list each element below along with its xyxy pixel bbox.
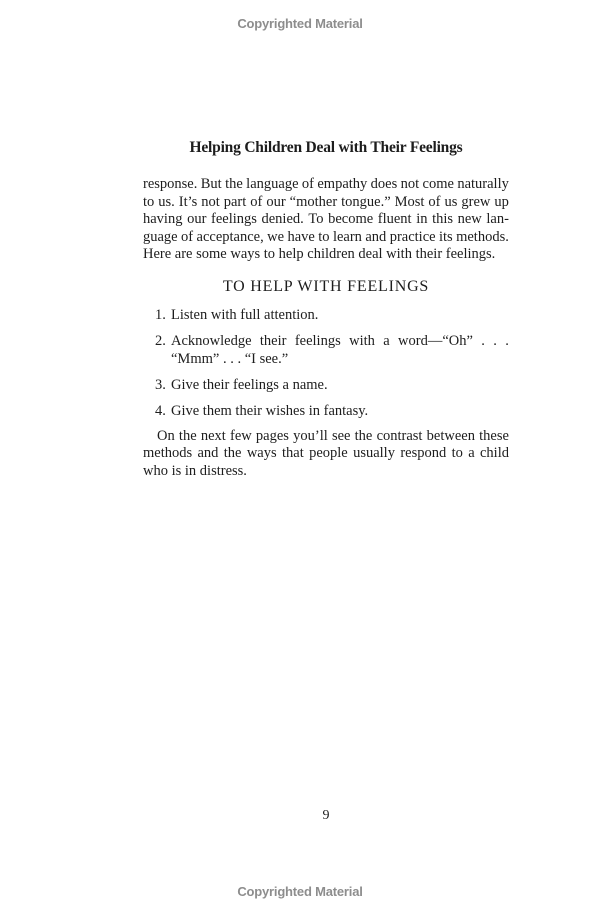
text-line: Listen with full attention. — [171, 306, 319, 323]
text-line: guage of acceptance, we have to learn and practice its methods. — [143, 228, 509, 245]
text-line: to us. It’s not part of our “mother tongue.” Most of us grew up — [143, 193, 509, 210]
list-item — [155, 376, 509, 394]
text-column — [143, 139, 509, 480]
text-line: having our feelings denied. To become fluent in this new lan- — [143, 211, 509, 227]
text-line: who is in distress. — [143, 462, 247, 479]
list-item-number: 2. — [155, 332, 166, 349]
list-item-number: 4. — [155, 402, 166, 419]
text-line: Here are some ways to help children deal with their feelings. — [143, 246, 496, 262]
text-line: Acknowledge their feelings with a word—“Oh” . . . — [171, 332, 509, 349]
text-line: On the next few pages you’ll see the contrast between these — [157, 427, 509, 444]
intro-paragraph — [143, 176, 509, 264]
feelings-methods-list — [143, 306, 509, 420]
text-line: methods and the ways that people usually respond to a child — [143, 445, 509, 461]
section-heading: TO HELP WITH FEELINGS — [222, 277, 430, 295]
text-line: response. But the language of empathy does not come naturally — [143, 176, 509, 192]
page-number: 9 — [322, 808, 330, 823]
text-line: “Mmm” . . . “I see.” — [171, 350, 289, 367]
list-item-text — [171, 332, 509, 368]
copyright-notice-bottom: Copyrighted Material — [237, 884, 363, 899]
list-item — [155, 306, 509, 324]
list-item-number: 1. — [155, 306, 166, 323]
closing-paragraph — [143, 428, 509, 481]
list-item-text — [171, 376, 509, 394]
chapter-title: Helping Children Deal with Their Feelings — [189, 139, 463, 156]
list-item-text — [171, 402, 509, 420]
text-line: Give their feelings a name. — [171, 376, 328, 393]
text-line: Give them their wishes in fantasy. — [171, 402, 369, 419]
list-item-text — [171, 306, 509, 324]
copyright-notice-top: Copyrighted Material — [237, 16, 363, 31]
list-item — [155, 332, 509, 368]
list-item — [155, 402, 509, 420]
list-item-number: 3. — [155, 376, 166, 393]
